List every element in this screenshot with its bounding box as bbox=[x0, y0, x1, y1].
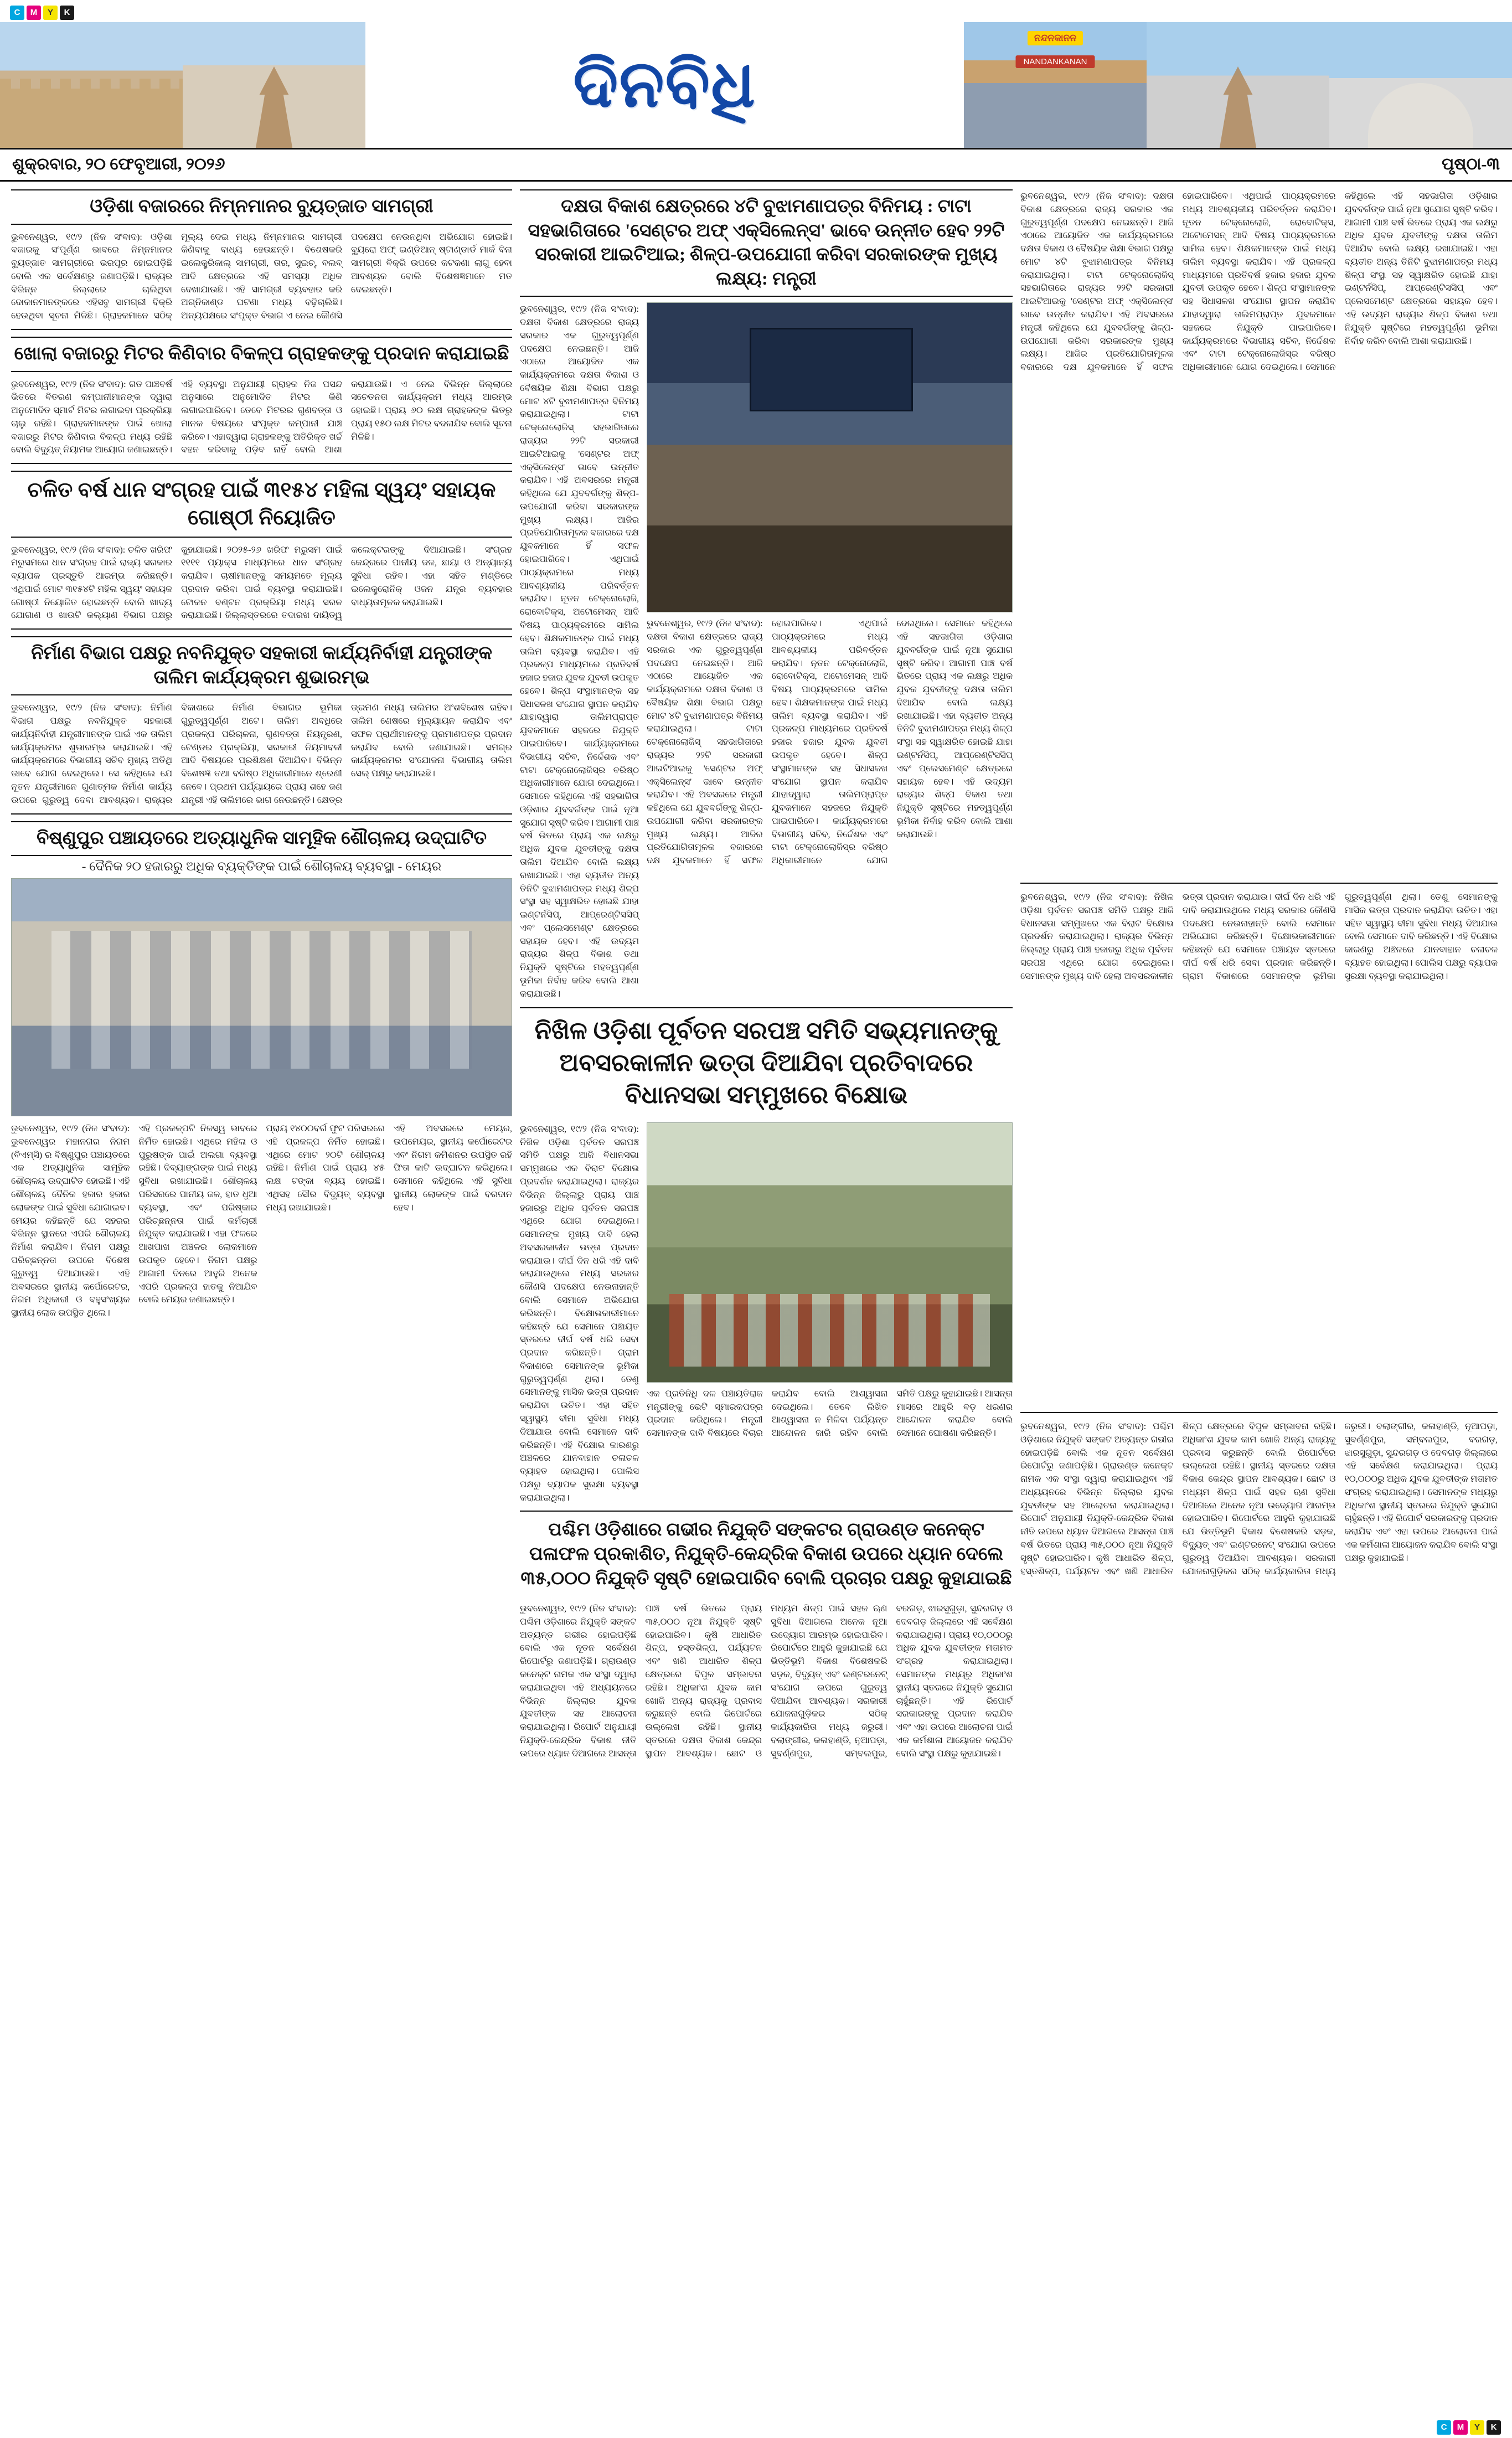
cmyk-chip-k-bottom: K bbox=[1487, 2420, 1501, 2435]
cmyk-chip-c-bottom: C bbox=[1437, 2420, 1451, 2435]
cmyk-chip-m: M bbox=[27, 6, 41, 20]
article-body-col3: ପ୍ରାୟ ୧୪୦୦ବର୍ଗ ଫୁଟ ପରିସରରେ ଏହି ପ୍ରକଳ୍ପ ନିର୍ମିତ ହୋଇଛି। ଏଥିରେ ମୋଟ ୨୦ଟି ଶୌଚାଳୟ ରହିଛି। ନିର୍ମାଣ ପାଇଁ ପ୍ରାୟ ୪୫ ଲକ୍ଷ ଟଙ୍କା ବ୍ୟୟ ହୋଇଛି। ଏଥିସହ ସୌର ବିଦ୍ୟୁତ୍ ବ୍ୟବସ୍ଥା ମଧ୍ୟ ରଖାଯାଇଛି। bbox=[266, 1123, 385, 1213]
article-engineer-training bbox=[11, 636, 512, 806]
cmyk-chip-y: Y bbox=[43, 6, 58, 20]
date-strip bbox=[0, 150, 1512, 182]
masthead-photo-stupa bbox=[1329, 22, 1512, 150]
article-toilet-inauguration bbox=[11, 821, 512, 1319]
article-headline: ଦକ୍ଷତା ବିକାଶ କ୍ଷେତ୍ରରେ ୪ଟି ବୁଝାମଣାପତ୍ର ବିନିମୟ : ଟାଟା ସହଭାଗିତାରେ 'ସେଣ୍ଟର ଅଫ୍ ଏକ୍ସିଲେନ୍ସ' ଭାବେ ଉନ୍ନୀତ ହେବ ୨୨ଟି ସରକାରୀ ଆଇଟିଆଇ; ଶିଳ୍ପ-ଉପଯୋଗୀ କରିବା ସରକାରଙ୍କ ମୁଖ୍ୟ ଲକ୍ଷ୍ୟ: ମନ୍ତ୍ରୀ bbox=[520, 189, 1013, 297]
section-divider bbox=[11, 813, 512, 815]
masthead bbox=[0, 22, 1512, 150]
fort-silhouette bbox=[0, 89, 183, 150]
article-open-market-meter bbox=[11, 337, 512, 456]
section-divider bbox=[520, 1007, 1013, 1008]
article-body-under-photo: ଭୁବନେଶ୍ୱର, ୧୯/୨ (ନିଜ ସଂବାଦ): ଦକ୍ଷତା ବିକାଶ କ୍ଷେତ୍ରରେ ରାଜ୍ୟ ସରକାର ଏକ ଗୁରୁତ୍ୱପୂର୍ଣ୍ଣ ପଦକ୍ଷେପ ନେଇଛନ୍ତି। ଆଜି ଏଠାରେ ଆୟୋଜିତ ଏକ କାର୍ଯ୍ୟକ୍ରମରେ ଦକ୍ଷତା ବିକାଶ ଓ ବୈଷୟିକ ଶିକ୍ଷା ବିଭାଗ ପକ୍ଷରୁ ମୋଟ ୪ଟି ବୁଝାମଣାପତ୍ର ବିନିମୟ କରାଯାଇଥିଲା। ଟାଟା ଟେକ୍ନୋଲୋଜିସ୍ ସହଭାଗିତାରେ ରାଜ୍ୟର ୨୨ଟି ସରକାରୀ ଆଇଟିଆଇକୁ 'ସେଣ୍ଟର ଅଫ୍ ଏକ୍ସିଲେନ୍ସ' ଭାବେ ଉନ୍ନୀତ କରାଯିବ। ଏହି ଅବସରରେ ମନ୍ତ୍ରୀ କହିଥିଲେ ଯେ ଯୁବବର୍ଗଙ୍କୁ ଶିଳ୍ପ-ଉପଯୋଗୀ କରିବା ସରକାରଙ୍କ ମୁଖ୍ୟ ଲକ୍ଷ୍ୟ। ଆଜିର ପ୍ରତିଯୋଗିତାମୂଳକ ବଜାରରେ ଦକ୍ଷ ଯୁବକମାନେ ହିଁ ସଫଳ ହୋଇପାରିବେ। ଏଥିପାଇଁ ପାଠ୍ୟକ୍ରମରେ ମଧ୍ୟ ଆବଶ୍ୟକୀୟ ପରିବର୍ତ୍ତନ କରାଯିବ। ନୂତନ ଟେକ୍ନୋଲୋଜି, ରୋବୋଟିକ୍ସ, ଅଟୋମେସନ୍ ଆଦି ବିଷୟ ପାଠ୍ୟକ୍ରମରେ ସାମିଲ ହେବ। ଶିକ୍ଷକମାନଙ୍କ ପାଇଁ ମଧ୍ୟ ତାଲିମ ବ୍ୟବସ୍ଥା କରାଯିବ। ଏହି ପ୍ରକଳ୍ପ ମାଧ୍ୟମରେ ପ୍ରତିବର୍ଷ ହଜାର ହଜାର ଯୁବକ ଯୁବତୀ ଉପକୃତ ହେବେ। ଶିଳ୍ପ ସଂସ୍ଥାମାନଙ୍କ ସହ ସିଧାସଳଖ ସଂଯୋଗ ସ୍ଥାପନ କରାଯିବ ଯାହାଦ୍ୱାରା ତାଲିମପ୍ରାପ୍ତ ଯୁବକମାନେ ସହଜରେ ନିଯୁକ୍ତି ପାଇପାରିବେ। କାର୍ଯ୍ୟକ୍ରମରେ ବିଭାଗୀୟ ସଚିବ, ନିର୍ଦ୍ଦେଶକ ଏବଂ ଟାଟା ଟେକ୍ନୋଲୋଜିସ୍‌ର ବରିଷ୍ଠ ଅଧିକାରୀମାନେ ଯୋଗ ଦେଇଥିଲେ। ସେମାନେ କହିଥିଲେ ଏହି ସହଭାଗିତା ଓଡ଼ିଶାର ଯୁବବର୍ଗଙ୍କ ପାଇଁ ନୂଆ ସୁଯୋଗ ସୃଷ୍ଟି କରିବ। ଆଗାମୀ ପାଞ୍ଚ ବର୍ଷ ଭିତରେ ପ୍ରାୟ ଏକ ଲକ୍ଷରୁ ଅଧିକ ଯୁବକ ଯୁବତୀଙ୍କୁ ଦକ୍ଷତା ତାଲିମ ଦିଆଯିବ ବୋଲି ଲକ୍ଷ୍ୟ ରଖାଯାଇଛି। ଏହା ବ୍ୟତୀତ ଅନ୍ୟ ତିନିଟି ବୁଝାମଣାପତ୍ର ମଧ୍ୟ ଶିଳ୍ପ ସଂସ୍ଥା ସହ ସ୍ୱାକ୍ଷରିତ ହୋଇଛି ଯାହା ଇଣ୍ଟର୍ନସିପ୍, ଆପ୍ରେଣ୍ଟିସସିପ୍ ଏବଂ ପ୍ଲେସମେଣ୍ଟ କ୍ଷେତ୍ରରେ ସହାୟକ ହେବ। ଏହି ଉଦ୍ୟମ ରାଜ୍ୟର ଶିଳ୍ପ ବିକାଶ ତଥା ନିଯୁକ୍ତି ସୃଷ୍ଟିରେ ମହତ୍ୱପୂର୍ଣ୍ଣ ଭୂମିକା ନିର୍ବାହ କରିବ ବୋଲି ଆଶା କରାଯାଉଛି। bbox=[647, 618, 1013, 866]
article-photo-conference bbox=[647, 302, 1013, 612]
article-body: ଭୁବନେଶ୍ୱର, ୧୯/୨ (ନିଜ ସଂବାଦ): ଗତ ପାଞ୍ଚବର୍ଷ ଭିତରେ ବିତରଣ କମ୍ପାନୀମାନଙ୍କ ଦ୍ୱାରା ଅନୁମୋଦିତ ସ୍ମାର୍ଟ ମିଟର ଲଗାଇବା ପ୍ରକ୍ରିୟା ଚାଲୁ ରହିଛି। ଗ୍ରାହକମାନଙ୍କ ପାଇଁ ଖୋଲା ବଜାରରୁ ମିଟର କିଣିବାର ବିକଳ୍ପ ମଧ୍ୟ ରହିଛି ବୋଲି ବିଦ୍ୟୁତ୍ ନିୟାମକ ଆୟୋଗ ଜଣାଇଛନ୍ତି। ଏହି ବ୍ୟବସ୍ଥା ଅନୁଯାୟୀ ଗ୍ରାହକ ନିଜ ପସନ୍ଦ ଅନୁସାରେ ଅନୁମୋଦିତ ମିଟର କିଣି ଲଗାଇପାରିବେ। ତେବେ ମିଟରର ଗୁଣବତ୍ତା ଓ ମାନକ ବିଷୟରେ ସଂପୃକ୍ତ କମ୍ପାନୀ ଯାଞ୍ଚ କରିବେ। ଏହାଦ୍ୱାରା ଗ୍ରାହକଙ୍କୁ ଅତିରିକ୍ତ ଖର୍ଚ୍ଚ ବହନ କରିବାକୁ ପଡ଼ିବ ନାହିଁ ବୋଲି ଆଶା କରାଯାଉଛି। ଏ ନେଇ ବିଭିନ୍ନ ଜିଲ୍ଲାରେ ସଚେତନତା କାର୍ଯ୍ୟକ୍ରମ ମଧ୍ୟ ଆରମ୍ଭ ହୋଇଛି। ପ୍ରାୟ ୬୦ ଲକ୍ଷ ଗ୍ରାହକଙ୍କ ଭିତରୁ ପ୍ରାୟ ୧୫୦ ଲକ୍ଷ ମିଟର ବଦଳାଯିବ ବୋଲି ସୂଚନା ମିଳିଛି। bbox=[11, 378, 512, 455]
publication-date: ଶୁକ୍ରବାର, ୨୦ ଫେବୃଆରୀ, ୨୦୨୬ bbox=[12, 154, 225, 173]
article-headline: ନିଖିଳ ଓଡ଼ିଶା ପୂର୍ବତନ ସରପଞ୍ଚ ସମିତି ସଭ୍ୟମାନଙ୍କୁ ଅବସରକାଳୀନ ଭତ୍ତା ଦିଆଯିବା ପ୍ରତିବାଦରେ ବିଧାନସଭା ସମ୍ମୁଖରେ ବିକ୍ଷୋଭ bbox=[534, 1017, 998, 1109]
column-left bbox=[11, 189, 512, 1962]
temple-silhouette bbox=[241, 66, 307, 150]
section-divider bbox=[11, 463, 512, 464]
column-middle bbox=[520, 189, 1013, 1962]
article-photo-protest bbox=[647, 1122, 1013, 1383]
section-divider bbox=[11, 628, 512, 630]
article-headline: ଓଡ଼ିଶା ବଜାରରେ ନିମ୍ନମାନର ବ୍ୟୁତ୍‌ଜାତ ସାମଗ୍ରୀ bbox=[11, 189, 512, 225]
cmyk-chip-c: C bbox=[10, 6, 24, 20]
article-subhead: - ଦୈନିକ ୨୦ ହଜାରରୁ ଅଧିକ ବ୍ୟକ୍ତିଙ୍କ ପାଇଁ ଶୌଚାଳୟ ବ୍ୟବସ୍ଥା - ମେୟର bbox=[81, 859, 442, 874]
article-body-col2: ଏହି ପ୍ରକଳ୍ପଟି ନିଜସ୍ୱ ଭାବରେ ନିର୍ମିତ ହୋଇଛି। ଏଥିରେ ମହିଳା ଓ ପୁରୁଷଙ୍କ ପାଇଁ ଅଲଗା ବ୍ୟବସ୍ଥା ରହିଛି। ଦିବ୍ୟାଙ୍ଗଙ୍କ ପାଇଁ ମଧ୍ୟ ସୁବିଧା ରଖାଯାଇଛି। ଶୌଚାଳୟ ପରିସରରେ ପାନୀୟ ଜଳ, ହାତ ଧୁଆ ବ୍ୟବସ୍ଥା, ଏବଂ ପରିଷ୍କାର ପରିଚ୍ଛନ୍ନତା ପାଇଁ କର୍ମଚାରୀ ନିଯୁକ୍ତ କରାଯାଇଛି। ଏହା ଫଳରେ ଆଖପାଖ ଅଞ୍ଚଳର ଲୋକମାନେ ଉପକୃତ ହେବେ। ନିଗମ ପକ୍ଷରୁ ଆଗାମୀ ଦିନରେ ଆହୁରି ଅନେକ ଏପରି ପ୍ରକଳ୍ପ ହାତକୁ ନିଆଯିବ ବୋଲି ମେୟର ଜଣାଇଛନ୍ତି। bbox=[138, 1123, 257, 1305]
article-headline: ନିର୍ମାଣ ବିଭାଗ ପକ୍ଷରୁ ନବନିଯୁକ୍ତ ସହକାରୀ କାର୍ଯ୍ୟନିର୍ବାହୀ ଯନ୍ତ୍ରୀଙ୍କ ତାଲିମ କାର୍ଯ୍ୟକ୍ରମ ଶୁଭାରମ୍ଭ bbox=[11, 636, 512, 695]
article-west-odisha-jobs-continuation bbox=[1020, 1420, 1498, 1962]
article-west-odisha-jobs bbox=[520, 1518, 1013, 1760]
temple-silhouette-2 bbox=[1205, 66, 1271, 150]
article-skill-development-mou bbox=[520, 189, 1013, 1001]
section-divider bbox=[1020, 1412, 1498, 1413]
article-sarpanch-protest-continuation bbox=[1020, 890, 1498, 1405]
article-body-left-leg: ଭୁବନେଶ୍ୱର, ୧୯/୨ (ନିଜ ସଂବାଦ): ନିଖିଳ ଓଡ଼ିଶା ପୂର୍ବତନ ସରପଞ୍ଚ ସମିତି ପକ୍ଷରୁ ଆଜି ବିଧାନସଭା ସମ୍ମୁଖରେ ଏକ ବିରାଟ ବିକ୍ଷୋଭ ପ୍ରଦର୍ଶନ କରାଯାଇଥିଲା। ରାଜ୍ୟର ବିଭିନ୍ନ ଜିଲ୍ଲାରୁ ପ୍ରାୟ ପାଞ୍ଚ ହଜାରରୁ ଅଧିକ ପୂର୍ବତନ ସରପଞ୍ଚ ଏଥିରେ ଯୋଗ ଦେଇଥିଲେ। ସେମାନଙ୍କ ମୁଖ୍ୟ ଦାବି ହେଲା ଅବସରକାଳୀନ ଭତ୍ତା ପ୍ରଦାନ କରାଯାଉ। ଦୀର୍ଘ ଦିନ ଧରି ଏହି ଦାବି କରାଯାଉଥିଲେ ମଧ୍ୟ ସରକାର କୌଣସି ପଦକ୍ଷେପ ନେଉନାହାନ୍ତି ବୋଲି ସେମାନେ ଅଭିଯୋଗ କରିଛନ୍ତି। ବିକ୍ଷୋଭକାରୀମାନେ କହିଛନ୍ତି ଯେ ସେମାନେ ପଞ୍ଚାୟତ ସ୍ତରରେ ଦୀର୍ଘ ବର୍ଷ ଧରି ସେବା ପ୍ରଦାନ କରିଛନ୍ତି। ଗ୍ରାମ ବିକାଶରେ ସେମାନଙ୍କ ଭୂମିକା ଗୁରୁତ୍ୱପୂର୍ଣ୍ଣ ଥିଲା। ତେଣୁ ସେମାନଙ୍କୁ ମାସିକ ଭତ୍ତା ପ୍ରଦାନ କରାଯିବା ଉଚିତ। ଏହା ସହିତ ସ୍ୱାସ୍ଥ୍ୟ ବୀମା ସୁବିଧା ମଧ୍ୟ ଦିଆଯାଉ ବୋଲି ସେମାନେ ଦାବି କରିଛନ୍ତି। ଏହି ବିକ୍ଷୋଭ କାରଣରୁ ଅଞ୍ଚଳରେ ଯାନବାହାନ ଚଳାଚଳ ବ୍ୟାହତ ହୋଇଥିଲା। ପୋଲିସ ପକ୍ଷରୁ ବ୍ୟାପକ ସୁରକ୍ଷା ବ୍ୟବସ୍ଥା କରାଯାଇଥିଲା। bbox=[520, 1123, 639, 1503]
article-body-col1: ଭୁବନେଶ୍ୱର, ୧୯/୨ (ନିଜ ସଂବାଦ): ଭୁବନେଶ୍ୱର ମହାନଗର ନିଗମ (ବିଏମ୍‌ସି) ର ବିଷ୍ଣୁପୁର ପଞ୍ଚାୟତରେ ଏକ ଅତ୍ୟାଧୁନିକ ସାମୂହିକ ଶୌଚାଳୟ ଉଦ୍‌ଘାଟିତ ହୋଇଛି। ଏହି ଶୌଚାଳୟ ଦୈନିକ ହଜାର ହଜାର ଲୋକଙ୍କ ପାଇଁ ସୁବିଧା ଯୋଗାଇବ। ମେୟର କହିଛନ୍ତି ଯେ ସହରର ବିଭିନ୍ନ ସ୍ଥାନରେ ଏପରି ଶୌଚାଳୟ ନିର୍ମାଣ କରାଯିବ। ନିଗମ ପକ୍ଷରୁ ପରିଚ୍ଛନ୍ନତା ଉପରେ ବିଶେଷ ଗୁରୁତ୍ୱ ଦିଆଯାଉଛି। ଏହି ଅବସରରେ ସ୍ଥାନୀୟ କର୍ପୋରେଟର, ନିଗମ ଅଧିକାରୀ ଓ ବହୁସଂଖ୍ୟକ ସ୍ଥାନୀୟ ଲୋକ ଉପସ୍ଥିତ ଥିଲେ। bbox=[11, 1123, 130, 1318]
cmyk-chip-k: K bbox=[60, 6, 74, 20]
page-number: ପୃଷ୍ଠା-୩ bbox=[1441, 154, 1500, 173]
cmyk-registration-marks-bottom bbox=[1437, 2420, 1501, 2435]
section-divider bbox=[520, 1511, 1013, 1512]
article-body-continued: ଭୁବନେଶ୍ୱର, ୧୯/୨ (ନିଜ ସଂବାଦ): ଦକ୍ଷତା ବିକାଶ କ୍ଷେତ୍ରରେ ରାଜ୍ୟ ସରକାର ଏକ ଗୁରୁତ୍ୱପୂର୍ଣ୍ଣ ପଦକ୍ଷେପ ନେଇଛନ୍ତି। ଆଜି ଏଠାରେ ଆୟୋଜିତ ଏକ କାର୍ଯ୍ୟକ୍ରମରେ ଦକ୍ଷତା ବିକାଶ ଓ ବୈଷୟିକ ଶିକ୍ଷା ବିଭାଗ ପକ୍ଷରୁ ମୋଟ ୪ଟି ବୁଝାମଣାପତ୍ର ବିନିମୟ କରାଯାଇଥିଲା। ଟାଟା ଟେକ୍ନୋଲୋଜିସ୍ ସହଭାଗିତାରେ ରାଜ୍ୟର ୨୨ଟି ସରକାରୀ ଆଇଟିଆଇକୁ 'ସେଣ୍ଟର ଅଫ୍ ଏକ୍ସିଲେନ୍ସ' ଭାବେ ଉନ୍ନୀତ କରାଯିବ। ଏହି ଅବସରରେ ମନ୍ତ୍ରୀ କହିଥିଲେ ଯେ ଯୁବବର୍ଗଙ୍କୁ ଶିଳ୍ପ-ଉପଯୋଗୀ କରିବା ସରକାରଙ୍କ ମୁଖ୍ୟ ଲକ୍ଷ୍ୟ। ଆଜିର ପ୍ରତିଯୋଗିତାମୂଳକ ବଜାରରେ ଦକ୍ଷ ଯୁବକମାନେ ହିଁ ସଫଳ ହୋଇପାରିବେ। ଏଥିପାଇଁ ପାଠ୍ୟକ୍ରମରେ ମଧ୍ୟ ଆବଶ୍ୟକୀୟ ପରିବର୍ତ୍ତନ କରାଯିବ। ନୂତନ ଟେକ୍ନୋଲୋଜି, ରୋବୋଟିକ୍ସ, ଅଟୋମେସନ୍ ଆଦି ବିଷୟ ପାଠ୍ୟକ୍ରମରେ ସାମିଲ ହେବ। ଶିକ୍ଷକମାନଙ୍କ ପାଇଁ ମଧ୍ୟ ତାଲିମ ବ୍ୟବସ୍ଥା କରାଯିବ। ଏହି ପ୍ରକଳ୍ପ ମାଧ୍ୟମରେ ପ୍ରତିବର୍ଷ ହଜାର ହଜାର ଯୁବକ ଯୁବତୀ ଉପକୃତ ହେବେ। ଶିଳ୍ପ ସଂସ୍ଥାମାନଙ୍କ ସହ ସିଧାସଳଖ ସଂଯୋଗ ସ୍ଥାପନ କରାଯିବ ଯାହାଦ୍ୱାରା ତାଲିମପ୍ରାପ୍ତ ଯୁବକମାନେ ସହଜରେ ନିଯୁକ୍ତି ପାଇପାରିବେ। କାର୍ଯ୍ୟକ୍ରମରେ ବିଭାଗୀୟ ସଚିବ, ନିର୍ଦ୍ଦେଶକ ଏବଂ ଟାଟା ଟେକ୍ନୋଲୋଜିସ୍‌ର ବରିଷ୍ଠ ଅଧିକାରୀମାନେ ଯୋଗ ଦେଇଥିଲେ। ସେମାନେ କହିଥିଲେ ଏହି ସହଭାଗିତା ଓଡ଼ିଶାର ଯୁବବର୍ଗଙ୍କ ପାଇଁ ନୂଆ ସୁଯୋଗ ସୃଷ୍ଟି କରିବ। ଆଗାମୀ ପାଞ୍ଚ ବର୍ଷ ଭିତରେ ପ୍ରାୟ ଏକ ଲକ୍ଷରୁ ଅଧିକ ଯୁବକ ଯୁବତୀଙ୍କୁ ଦକ୍ଷତା ତାଲିମ ଦିଆଯିବ ବୋଲି ଲକ୍ଷ୍ୟ ରଖାଯାଇଛି। ଏହା ବ୍ୟତୀତ ଅନ୍ୟ ତିନିଟି ବୁଝାମଣାପତ୍ର ମଧ୍ୟ ଶିଳ୍ପ ସଂସ୍ଥା ସହ ସ୍ୱାକ୍ଷରିତ ହୋଇଛି ଯାହା ଇଣ୍ଟର୍ନସିପ୍, ଆପ୍ରେଣ୍ଟିସସିପ୍ ଏବଂ ପ୍ଲେସମେଣ୍ଟ କ୍ଷେତ୍ରରେ ସହାୟକ ହେବ। ଏହି ଉଦ୍ୟମ ରାଜ୍ୟର ଶିଳ୍ପ ବିକାଶ ତଥା ନିଯୁକ୍ତି ସୃଷ୍ଟିରେ ମହତ୍ୱପୂର୍ଣ୍ଣ ଭୂମିକା ନିର୍ବାହ କରିବ ବୋଲି ଆଶା କରାଯାଉଛି। bbox=[1020, 190, 1498, 373]
stupa-silhouette bbox=[1368, 83, 1473, 150]
article-body-left-leg: ଭୁବନେଶ୍ୱର, ୧୯/୨ (ନିଜ ସଂବାଦ): ଦକ୍ଷତା ବିକାଶ କ୍ଷେତ୍ରରେ ରାଜ୍ୟ ସରକାର ଏକ ଗୁରୁତ୍ୱପୂର୍ଣ୍ଣ ପଦକ୍ଷେପ ନେଇଛନ୍ତି। ଆଜି ଏଠାରେ ଆୟୋଜିତ ଏକ କାର୍ଯ୍ୟକ୍ରମରେ ଦକ୍ଷତା ବିକାଶ ଓ ବୈଷୟିକ ଶିକ୍ଷା ବିଭାଗ ପକ୍ଷରୁ ମୋଟ ୪ଟି ବୁଝାମଣାପତ୍ର ବିନିମୟ କରାଯାଇଥିଲା। ଟାଟା ଟେକ୍ନୋଲୋଜିସ୍ ସହଭାଗିତାରେ ରାଜ୍ୟର ୨୨ଟି ସରକାରୀ ଆଇଟିଆଇକୁ 'ସେଣ୍ଟର ଅଫ୍ ଏକ୍ସିଲେନ୍ସ' ଭାବେ ଉନ୍ନୀତ କରାଯିବ। ଏହି ଅବସରରେ ମନ୍ତ୍ରୀ କହିଥିଲେ ଯେ ଯୁବବର୍ଗଙ୍କୁ ଶିଳ୍ପ-ଉପଯୋଗୀ କରିବା ସରକାରଙ୍କ ମୁଖ୍ୟ ଲକ୍ଷ୍ୟ। ଆଜିର ପ୍ରତିଯୋଗିତାମୂଳକ ବଜାରରେ ଦକ୍ଷ ଯୁବକମାନେ ହିଁ ସଫଳ ହୋଇପାରିବେ। ଏଥିପାଇଁ ପାଠ୍ୟକ୍ରମରେ ମଧ୍ୟ ଆବଶ୍ୟକୀୟ ପରିବର୍ତ୍ତନ କରାଯିବ। ନୂତନ ଟେକ୍ନୋଲୋଜି, ରୋବୋଟିକ୍ସ, ଅଟୋମେସନ୍ ଆଦି ବିଷୟ ପାଠ୍ୟକ୍ରମରେ ସାମିଲ ହେବ। ଶିକ୍ଷକମାନଙ୍କ ପାଇଁ ମଧ୍ୟ ତାଲିମ ବ୍ୟବସ୍ଥା କରାଯିବ। ଏହି ପ୍ରକଳ୍ପ ମାଧ୍ୟମରେ ପ୍ରତିବର୍ଷ ହଜାର ହଜାର ଯୁବକ ଯୁବତୀ ଉପକୃତ ହେବେ। ଶିଳ୍ପ ସଂସ୍ଥାମାନଙ୍କ ସହ ସିଧାସଳଖ ସଂଯୋଗ ସ୍ଥାପନ କରାଯିବ ଯାହାଦ୍ୱାରା ତାଲିମପ୍ରାପ୍ତ ଯୁବକମାନେ ସହଜରେ ନିଯୁକ୍ତି ପାଇପାରିବେ। କାର୍ଯ୍ୟକ୍ରମରେ ବିଭାଗୀୟ ସଚିବ, ନିର୍ଦ୍ଦେଶକ ଏବଂ ଟାଟା ଟେକ୍ନୋଲୋଜିସ୍‌ର ବରିଷ୍ଠ ଅଧିକାରୀମାନେ ଯୋଗ ଦେଇଥିଲେ। ସେମାନେ କହିଥିଲେ ଏହି ସହଭାଗିତା ଓଡ଼ିଶାର ଯୁବବର୍ଗଙ୍କ ପାଇଁ ନୂଆ ସୁଯୋଗ ସୃଷ୍ଟି କରିବ। ଆଗାମୀ ପାଞ୍ଚ ବର୍ଷ ଭିତରେ ପ୍ରାୟ ଏକ ଲକ୍ଷରୁ ଅଧିକ ଯୁବକ ଯୁବତୀଙ୍କୁ ଦକ୍ଷତା ତାଲିମ ଦିଆଯିବ ବୋଲି ଲକ୍ଷ୍ୟ ରଖାଯାଇଛି। ଏହା ବ୍ୟତୀତ ଅନ୍ୟ ତିନିଟି ବୁଝାମଣାପତ୍ର ମଧ୍ୟ ଶିଳ୍ପ ସଂସ୍ଥା ସହ ସ୍ୱାକ୍ଷରିତ ହୋଇଛି ଯାହା ଇଣ୍ଟର୍ନସିପ୍, ଆପ୍ରେଣ୍ଟିସସିପ୍ ଏବଂ ପ୍ଲେସମେଣ୍ଟ କ୍ଷେତ୍ରରେ ସହାୟକ ହେବ। ଏହି ଉଦ୍ୟମ ରାଜ୍ୟର ଶିଳ୍ପ ବିକାଶ ତଥା ନିଯୁକ୍ତି ସୃଷ୍ଟିରେ ମହତ୍ୱପୂର୍ଣ୍ଣ ଭୂମିକା ନିର୍ବାହ କରିବ ବୋଲି ଆଶା କରାଯାଉଛି। bbox=[520, 303, 639, 999]
section-divider bbox=[11, 329, 512, 330]
article-body-col4: ଏହି ଅବସରରେ ମେୟର, ଉପମେୟର, ସ୍ଥାନୀୟ କର୍ପୋରେଟର ଏବଂ ନିଗମ କମିଶନର ଉପସ୍ଥିତ ରହି ଫିତା କାଟି ଉଦ୍‌ଘାଟନ କରିଥିଲେ। ସେମାନେ କହିଥିଲେ ଏହି ସୁବିଧା ସ୍ଥାନୀୟ ଲୋକଙ୍କ ପାଇଁ ବରଦାନ ହେବ। bbox=[393, 1123, 512, 1213]
newspaper-title: ଦିନବିଧି bbox=[573, 48, 756, 121]
masthead-photo-temple-right bbox=[1147, 22, 1329, 150]
article-body: ଭୁବନେଶ୍ୱର, ୧୯/୨ (ନିଜ ସଂବାଦ): ଓଡ଼ିଶା ବଜାରକୁ ସଂପୂର୍ଣ୍ଣ ଭାବରେ ନିମ୍ନମାନର ବ୍ୟୁତ୍‌ଜାତ ସାମଗ୍ରୀରେ ଭରପୂର ହୋଇପଡ଼ିଛି ବୋଲି ଏକ ସର୍ବେକ୍ଷଣରୁ ଜଣାପଡ଼ିଛି। ରାଜ୍ୟର ବିଭିନ୍ନ ଜିଲ୍ଲାରେ ଚାଲିଥିବା ଦୋକାନମାନଙ୍କରେ ଏହିସବୁ ସାମଗ୍ରୀ ବିକ୍ରି ହେଉଥିବା ସୂଚନା ମିଳିଛି। ଗ୍ରାହକମାନେ ସଠିକ୍ ମୂଲ୍ୟ ଦେଇ ମଧ୍ୟ ନିମ୍ନମାନର ସାମଗ୍ରୀ କିଣିବାକୁ ବାଧ୍ୟ ହେଉଛନ୍ତି। ବିଶେଷକରି ଇଲେକ୍ଟ୍ରିକାଲ୍ ସାମଗ୍ରୀ, ତାର, ସୁଇଚ୍, ବଲବ୍ ଆଦି କ୍ଷେତ୍ରରେ ଏହି ସମସ୍ୟା ଅଧିକ ଦେଖାଯାଉଛି। ଏହି ସାମଗ୍ରୀ ବ୍ୟବହାର କରି ଅଗ୍ନିକାଣ୍ଡ ଘଟଣା ମଧ୍ୟ ବଢ଼ିଚାଲିଛି। ଅନ୍ୟପକ୍ଷରେ ସଂପୃକ୍ତ ବିଭାଗ ଏ ନେଇ କୌଣସି ପଦକ୍ଷେପ ନେଉନଥିବା ଅଭିଯୋଗ ହୋଇଛି। ବ୍ୟୁରୋ ଅଫ୍ ଇଣ୍ଡିଆନ୍ ଷ୍ଟାଣ୍ଡାର୍ଡ ମାର୍କ ବିନା ସାମଗ୍ରୀ ବିକ୍ରି ଉପରେ କଟକଣା ଲାଗୁ ହେବା ଆବଶ୍ୟକ ବୋଲି ବିଶେଷଜ୍ଞମାନେ ମତ ଦେଇଛନ୍ତି। bbox=[11, 231, 512, 321]
article-sarpanch-protest bbox=[520, 1015, 1013, 1504]
page-content bbox=[0, 182, 1512, 1962]
article-body-under-photo: ଏକ ପ୍ରତିନିଧି ଦଳ ପଞ୍ଚାୟତିରାଜ ମନ୍ତ୍ରୀଙ୍କୁ ଭେଟି ସ୍ମାରକପତ୍ର ପ୍ରଦାନ କରିଥିଲେ। ମନ୍ତ୍ରୀ ସେମାନଙ୍କ ଦାବି ବିଷୟରେ ବିଚାର କରାଯିବ ବୋଲି ଆଶ୍ୱାସନା ଦେଇଥିଲେ। ତେବେ ଲିଖିତ ଆଶ୍ୱାସନା ନ ମିଳିବା ପର୍ଯ୍ୟନ୍ତ ଆନ୍ଦୋଳନ ଜାରି ରହିବ ବୋଲି ସମିତି ପକ୍ଷରୁ କୁହାଯାଇଛି। ଆସନ୍ତା ମାସରେ ଆହୁରି ବଡ଼ ଧରଣର ଆନ୍ଦୋଳନ କରାଯିବ ବୋଲି ସେମାନେ ଘୋଷଣା କରିଛନ୍ତି। bbox=[647, 1388, 1013, 1439]
masthead-photo-nandankanan bbox=[964, 22, 1147, 150]
mall-building bbox=[964, 83, 1147, 150]
article-body: ଭୁବନେଶ୍ୱର, ୧୯/୨ (ନିଜ ସଂବାଦ): ପଶ୍ଚିମ ଓଡ଼ିଶାରେ ନିଯୁକ୍ତି ସଙ୍କଟ ଅତ୍ୟନ୍ତ ଗଭୀର ହୋଇପଡ଼ିଛି ବୋଲି ଏକ ନୂତନ ସର୍ବେକ୍ଷଣ ରିପୋର୍ଟରୁ ଜଣାପଡ଼ିଛି। ଗ୍ରାଉଣ୍ଡ କନେକ୍ଟ ନାମକ ଏକ ସଂସ୍ଥା ଦ୍ୱାରା କରାଯାଇଥିବା ଏହି ଅଧ୍ୟୟନରେ ବିଭିନ୍ନ ଜିଲ୍ଲାର ଯୁବକ ଯୁବତୀଙ୍କ ସହ ଆଲୋଚନା କରାଯାଇଥିଲା। ରିପୋର୍ଟ ଅନୁଯାୟୀ ନିଯୁକ୍ତି-କେନ୍ଦ୍ରିକ ବିକାଶ ନୀତି ଉପରେ ଧ୍ୟାନ ଦିଆଗଲେ ଆସନ୍ତା ପାଞ୍ଚ ବର୍ଷ ଭିତରେ ପ୍ରାୟ ୩୫,୦୦୦ ନୂଆ ନିଯୁକ୍ତି ସୃଷ୍ଟି ହୋଇପାରିବ। କୃଷି ଆଧାରିତ ଶିଳ୍ପ, ହସ୍ତଶିଳ୍ପ, ପର୍ଯ୍ୟଟନ ଏବଂ ଖଣି ଆଧାରିତ ଶିଳ୍ପ କ୍ଷେତ୍ରରେ ବିପୁଳ ସମ୍ଭାବନା ରହିଛି। ଅଧିକାଂଶ ଯୁବକ କାମ ଖୋଜି ଅନ୍ୟ ରାଜ୍ୟକୁ ପ୍ରବାସ କରୁଛନ୍ତି ବୋଲି ରିପୋର୍ଟରେ ଉଲ୍ଲେଖ ରହିଛି। ସ୍ଥାନୀୟ ସ୍ତରରେ ଦକ୍ଷତା ବିକାଶ କେନ୍ଦ୍ର ସ୍ଥାପନ ଆବଶ୍ୟକ। ଛୋଟ ଓ ମଧ୍ୟମ ଶିଳ୍ପ ପାଇଁ ସହଜ ଋଣ ସୁବିଧା ଦିଆଗଲେ ଅନେକ ନୂଆ ଉଦ୍ୟୋଗ ଆରମ୍ଭ ହୋଇପାରିବ। ରିପୋର୍ଟରେ ଆହୁରି କୁହାଯାଇଛି ଯେ ଭିତ୍ତିଭୂମି ବିକାଶ ବିଶେଷକରି ସଡ଼କ, ବିଦ୍ୟୁତ୍ ଏବଂ ଇଣ୍ଟରନେଟ୍ ସଂଯୋଗ ଉପରେ ଗୁରୁତ୍ୱ ଦିଆଯିବା ଆବଶ୍ୟକ। ସରକାରୀ ଯୋଜନାଗୁଡ଼ିକର ସଠିକ୍ କାର୍ଯ୍ୟକାରିତା ମଧ୍ୟ ଜରୁରୀ। ବଲାଙ୍ଗୀର, କଳାହାଣ୍ଡି, ନୂଆପଡ଼ା, ସୁବର୍ଣ୍ଣପୁର, ସମ୍ବଲପୁର, ବରଗଡ଼, ଝାରସୁଗୁଡ଼ା, ସୁନ୍ଦରଗଡ଼ ଓ ଦେବଗଡ଼ ଜିଲ୍ଲାରେ ଏହି ସର୍ବେକ୍ଷଣ କରାଯାଇଥିଲା। ପ୍ରାୟ ୧୦,୦୦୦ରୁ ଅଧିକ ଯୁବକ ଯୁବତୀଙ୍କ ମତାମତ ସଂଗ୍ରହ କରାଯାଇଥିଲା। ସେମାନଙ୍କ ମଧ୍ୟରୁ ଅଧିକାଂଶ ସ୍ଥାନୀୟ ସ୍ତରରେ ନିଯୁକ୍ତି ସୁଯୋଗ ଚାହୁଁଛନ୍ତି। ଏହି ରିପୋର୍ଟ ସରକାରଙ୍କୁ ପ୍ରଦାନ କରାଯିବ ଏବଂ ଏହା ଉପରେ ଆଲୋଚନା ପାଇଁ ଏକ କର୍ମଶାଳା ଆୟୋଜନ କରାଯିବ ବୋଲି ସଂସ୍ଥା ପକ୍ଷରୁ କୁହାଯାଇଛି। bbox=[520, 1603, 1013, 1759]
mall-sign-english: NANDANKANAN bbox=[1015, 55, 1095, 68]
article-headline: ବିଷ୍ଣୁପୁର ପଞ୍ଚାୟତରେ ଅତ୍ୟାଧୁନିକ ସାମୂହିକ ଶୌଚାଳୟ ଉଦ୍‌ଘାଟିତ bbox=[11, 821, 512, 857]
masthead-title-block bbox=[365, 22, 964, 148]
article-skill-development-continuation bbox=[1020, 189, 1498, 876]
article-photo-inauguration bbox=[11, 878, 512, 1116]
article-body-continued: ଭୁବନେଶ୍ୱର, ୧୯/୨ (ନିଜ ସଂବାଦ): ନିଖିଳ ଓଡ଼ିଶା ପୂର୍ବତନ ସରପଞ୍ଚ ସମିତି ପକ୍ଷରୁ ଆଜି ବିଧାନସଭା ସମ୍ମୁଖରେ ଏକ ବିରାଟ ବିକ୍ଷୋଭ ପ୍ରଦର୍ଶନ କରାଯାଇଥିଲା। ରାଜ୍ୟର ବିଭିନ୍ନ ଜିଲ୍ଲାରୁ ପ୍ରାୟ ପାଞ୍ଚ ହଜାରରୁ ଅଧିକ ପୂର୍ବତନ ସରପଞ୍ଚ ଏଥିରେ ଯୋଗ ଦେଇଥିଲେ। ସେମାନଙ୍କ ମୁଖ୍ୟ ଦାବି ହେଲା ଅବସରକାଳୀନ ଭତ୍ତା ପ୍ରଦାନ କରାଯାଉ। ଦୀର୍ଘ ଦିନ ଧରି ଏହି ଦାବି କରାଯାଉଥିଲେ ମଧ୍ୟ ସରକାର କୌଣସି ପଦକ୍ଷେପ ନେଉନାହାନ୍ତି ବୋଲି ସେମାନେ ଅଭିଯୋଗ କରିଛନ୍ତି। ବିକ୍ଷୋଭକାରୀମାନେ କହିଛନ୍ତି ଯେ ସେମାନେ ପଞ୍ଚାୟତ ସ୍ତରରେ ଦୀର୍ଘ ବର୍ଷ ଧରି ସେବା ପ୍ରଦାନ କରିଛନ୍ତି। ଗ୍ରାମ ବିକାଶରେ ସେମାନଙ୍କ ଭୂମିକା ଗୁରୁତ୍ୱପୂର୍ଣ୍ଣ ଥିଲା। ତେଣୁ ସେମାନଙ୍କୁ ମାସିକ ଭତ୍ତା ପ୍ରଦାନ କରାଯିବା ଉଚିତ। ଏହା ସହିତ ସ୍ୱାସ୍ଥ୍ୟ ବୀମା ସୁବିଧା ମଧ୍ୟ ଦିଆଯାଉ ବୋଲି ସେମାନେ ଦାବି କରିଛନ୍ତି। ଏହି ବିକ୍ଷୋଭ କାରଣରୁ ଅଞ୍ଚଳରେ ଯାନବାହାନ ଚଳାଚଳ ବ୍ୟାହତ ହୋଇଥିଲା। ପୋଲିସ ପକ୍ଷରୁ ବ୍ୟାପକ ସୁରକ୍ଷା ବ୍ୟବସ୍ଥା କରାଯାଇଥିଲା। bbox=[1020, 891, 1498, 981]
article-body: ଭୁବନେଶ୍ୱର, ୧୯/୨ (ନିଜ ସଂବାଦ): ଚଳିତ ଖରିଫ ମରୁସମରେ ଧାନ ସଂଗ୍ରହ ପାଇଁ ରାଜ୍ୟ ସରକାର ବ୍ୟାପକ ପ୍ରସ୍ତୁତି ଆରମ୍ଭ କରିଛନ୍ତି। ଏଥିପାଇଁ ମୋଟ ୩୧୫୪ଟି ମହିଳା ସ୍ୱୟଂ ସହାୟକ ଗୋଷ୍ଠୀ ନିୟୋଜିତ ହୋଇଛନ୍ତି ବୋଲି ଖାଦ୍ୟ ଯୋଗାଣ ଓ ଖାଉଟି କଲ୍ୟାଣ ବିଭାଗ ପକ୍ଷରୁ କୁହାଯାଇଛି। ୨୦୨୫-୨୬ ଖରିଫ ମରୁସମ ପାଇଁ ୧୧୧୧ ପ୍ୟାକ୍ସ ମାଧ୍ୟମରେ ଧାନ ସଂଗ୍ରହ କରାଯିବ। ଚାଷୀମାନଙ୍କୁ ସମୟମତେ ମୂଲ୍ୟ ପ୍ରଦାନ କରିବା ପାଇଁ ବ୍ୟବସ୍ଥା କରାଯାଇଛି। ଟୋକନ ବଣ୍ଟନ ପ୍ରକ୍ରିୟା ମଧ୍ୟ ସରଳ କରାଯାଇଛି। ଜିଲ୍ଲାସ୍ତରରେ ତଦାରଖ ଦାୟିତ୍ୱ କଲେକ୍ଟରଙ୍କୁ ଦିଆଯାଇଛି। ସଂଗ୍ରହ କେନ୍ଦ୍ରରେ ପାନୀୟ ଜଳ, ଛାୟା ଓ ଅନ୍ୟାନ୍ୟ ସୁବିଧା ରହିବ। ଏହା ସହିତ ମଣ୍ଡିରେ ଇଲେକ୍ଟ୍ରୋନିକ୍ ଓଜନ ଯନ୍ତ୍ର ବ୍ୟବହାର ବାଧ୍ୟତାମୂଳକ କରାଯାଇଛି। bbox=[11, 544, 512, 621]
mall-sign-odia: ନନ୍ଦନକାନନ bbox=[1028, 31, 1083, 45]
article-electrical-goods bbox=[11, 189, 512, 322]
column-right bbox=[1020, 189, 1498, 1962]
article-headline: ଖୋଲା ବଜାରରୁ ମିଟର କିଣିବାର ବିକଳ୍ପ ଗ୍ରାହକଙ୍କୁ ପ୍ରଦାନ କରାଯାଇଛି bbox=[11, 337, 512, 372]
article-headline: ପଶ୍ଚିମ ଓଡ଼ିଶାରେ ଗଭୀର ନିଯୁକ୍ତି ସଙ୍କଟର ଗ୍ରାଉଣ୍ଡ କନେକ୍ଟ ପଳାଫଳ ପ୍ରକାଶିତ, ନିଯୁକ୍ତି-କେନ୍ଦ୍ରିକ ବିକାଶ ଉପରେ ଧ୍ୟାନ ଦେଲେ ୩୫,୦୦୦ ନିଯୁକ୍ତି ସୃଷ୍ଟି ହୋଇପାରିବ ବୋଲି ପ୍ରଚାର ପକ୍ଷରୁ କୁହାଯାଇଛି bbox=[520, 1520, 1012, 1589]
article-headline: ଚଳିତ ବର୍ଷ ଧାନ ସଂଗ୍ରହ ପାଇଁ ୩୧୫୪ ମହିଳା ସ୍ୱୟଂ ସହାୟକ ଗୋଷ୍ଠୀ ନିୟୋଜିତ bbox=[11, 471, 512, 537]
masthead-photo-temple-left bbox=[183, 22, 365, 150]
cmyk-chip-m-bottom: M bbox=[1453, 2420, 1468, 2435]
section-divider bbox=[1020, 883, 1498, 884]
cmyk-chip-y-bottom: Y bbox=[1470, 2420, 1484, 2435]
article-body-continued: ଭୁବନେଶ୍ୱର, ୧୯/୨ (ନିଜ ସଂବାଦ): ପଶ୍ଚିମ ଓଡ଼ିଶାରେ ନିଯୁକ୍ତି ସଙ୍କଟ ଅତ୍ୟନ୍ତ ଗଭୀର ହୋଇପଡ଼ିଛି ବୋଲି ଏକ ନୂତନ ସର୍ବେକ୍ଷଣ ରିପୋର୍ଟରୁ ଜଣାପଡ଼ିଛି। ଗ୍ରାଉଣ୍ଡ କନେକ୍ଟ ନାମକ ଏକ ସଂସ୍ଥା ଦ୍ୱାରା କରାଯାଇଥିବା ଏହି ଅଧ୍ୟୟନରେ ବିଭିନ୍ନ ଜିଲ୍ଲାର ଯୁବକ ଯୁବତୀଙ୍କ ସହ ଆଲୋଚନା କରାଯାଇଥିଲା। ରିପୋର୍ଟ ଅନୁଯାୟୀ ନିଯୁକ୍ତି-କେନ୍ଦ୍ରିକ ବିକାଶ ନୀତି ଉପରେ ଧ୍ୟାନ ଦିଆଗଲେ ଆସନ୍ତା ପାଞ୍ଚ ବର୍ଷ ଭିତରେ ପ୍ରାୟ ୩୫,୦୦୦ ନୂଆ ନିଯୁକ୍ତି ସୃଷ୍ଟି ହୋଇପାରିବ। କୃଷି ଆଧାରିତ ଶିଳ୍ପ, ହସ୍ତଶିଳ୍ପ, ପର୍ଯ୍ୟଟନ ଏବଂ ଖଣି ଆଧାରିତ ଶିଳ୍ପ କ୍ଷେତ୍ରରେ ବିପୁଳ ସମ୍ଭାବନା ରହିଛି। ଅଧିକାଂଶ ଯୁବକ କାମ ଖୋଜି ଅନ୍ୟ ରାଜ୍ୟକୁ ପ୍ରବାସ କରୁଛନ୍ତି ବୋଲି ରିପୋର୍ଟରେ ଉଲ୍ଲେଖ ରହିଛି। ସ୍ଥାନୀୟ ସ୍ତରରେ ଦକ୍ଷତା ବିକାଶ କେନ୍ଦ୍ର ସ୍ଥାପନ ଆବଶ୍ୟକ। ଛୋଟ ଓ ମଧ୍ୟମ ଶିଳ୍ପ ପାଇଁ ସହଜ ଋଣ ସୁବିଧା ଦିଆଗଲେ ଅନେକ ନୂଆ ଉଦ୍ୟୋଗ ଆରମ୍ଭ ହୋଇପାରିବ। ରିପୋର୍ଟରେ ଆହୁରି କୁହାଯାଇଛି ଯେ ଭିତ୍ତିଭୂମି ବିକାଶ ବିଶେଷକରି ସଡ଼କ, ବିଦ୍ୟୁତ୍ ଏବଂ ଇଣ୍ଟରନେଟ୍ ସଂଯୋଗ ଉପରେ ଗୁରୁତ୍ୱ ଦିଆଯିବା ଆବଶ୍ୟକ। ସରକାରୀ ଯୋଜନାଗୁଡ଼ିକର ସଠିକ୍ କାର୍ଯ୍ୟକାରିତା ମଧ୍ୟ ଜରୁରୀ। ବଲାଙ୍ଗୀର, କଳାହାଣ୍ଡି, ନୂଆପଡ଼ା, ସୁବର୍ଣ୍ଣପୁର, ସମ୍ବଲପୁର, ବରଗଡ଼, ଝାରସୁଗୁଡ଼ା, ସୁନ୍ଦରଗଡ଼ ଓ ଦେବଗଡ଼ ଜିଲ୍ଲାରେ ଏହି ସର୍ବେକ୍ଷଣ କରାଯାଇଥିଲା। ପ୍ରାୟ ୧୦,୦୦୦ରୁ ଅଧିକ ଯୁବକ ଯୁବତୀଙ୍କ ମତାମତ ସଂଗ୍ରହ କରାଯାଇଥିଲା। ସେମାନଙ୍କ ମଧ୍ୟରୁ ଅଧିକାଂଶ ସ୍ଥାନୀୟ ସ୍ତରରେ ନିଯୁକ୍ତି ସୁଯୋଗ ଚାହୁଁଛନ୍ତି। ଏହି ରିପୋର୍ଟ ସରକାରଙ୍କୁ ପ୍ରଦାନ କରାଯିବ ଏବଂ ଏହା ଉପରେ ଆଲୋଚନା ପାଇଁ ଏକ କର୍ମଶାଳା ଆୟୋଜନ କରାଯିବ ବୋଲି ସଂସ୍ଥା ପକ୍ଷରୁ କୁହାଯାଇଛି। bbox=[1020, 1421, 1498, 1576]
article-paddy-procurement bbox=[11, 471, 512, 622]
masthead-photo-fort bbox=[0, 22, 183, 150]
article-body: ଭୁବନେଶ୍ୱର, ୧୯/୨ (ନିଜ ସଂବାଦ): ନିର୍ମାଣ ବିଭାଗ ପକ୍ଷରୁ ନବନିଯୁକ୍ତ ସହକାରୀ କାର୍ଯ୍ୟନିର୍ବାହୀ ଯନ୍ତ୍ରୀମାନଙ୍କ ପାଇଁ ଏକ ତାଲିମ କାର୍ଯ୍ୟକ୍ରମର ଶୁଭାରମ୍ଭ କରାଯାଇଛି। ଏହି କାର୍ଯ୍ୟକ୍ରମରେ ବିଭାଗୀୟ ସଚିବ ମୁଖ୍ୟ ଅତିଥି ଭାବେ ଯୋଗ ଦେଇଥିଲେ। ସେ କହିଥିଲେ ଯେ ନୂତନ ଯନ୍ତ୍ରୀମାନେ ଗୁଣାତ୍ମକ ନିର୍ମାଣ କାର୍ଯ୍ୟ ଉପରେ ଗୁରୁତ୍ୱ ଦେବା ଆବଶ୍ୟକ। ରାଜ୍ୟର ବିକାଶରେ ନିର୍ମାଣ ବିଭାଗର ଭୂମିକା ଗୁରୁତ୍ୱପୂର୍ଣ୍ଣ ଅଟେ। ତାଲିମ ଅବଧିରେ ପ୍ରକଳ୍ପ ପରିଚାଳନା, ଗୁଣବତ୍ତା ନିୟନ୍ତ୍ରଣ, ଟେଣ୍ଡର ପ୍ରକ୍ରିୟା, ସରକାରୀ ନିୟମାବଳୀ ଆଦି ବିଷୟରେ ପ୍ରଶିକ୍ଷଣ ଦିଆଯିବ। ବିଭିନ୍ନ ବିଶେଷଜ୍ଞ ତଥା ବରିଷ୍ଠ ଅଧିକାରୀମାନେ ଶ୍ରେଣୀ ନେବେ। ପ୍ରଥମ ପର୍ଯ୍ୟାୟରେ ପ୍ରାୟ ଶହେ ଜଣ ଯନ୍ତ୍ରୀ ଏହି ତାଲିମରେ ଭାଗ ନେଉଛନ୍ତି। କ୍ଷେତ୍ର ଭ୍ରମଣ ମଧ୍ୟ ତାଲିମର ଅଂଶବିଶେଷ ରହିବ। ତାଲିମ ଶେଷରେ ମୂଲ୍ୟାୟନ କରାଯିବ ଏବଂ ସଫଳ ପ୍ରାର୍ଥୀମାନଙ୍କୁ ପ୍ରମାଣପତ୍ର ପ୍ରଦାନ କରାଯିବ ବୋଲି ଜଣାଯାଇଛି। ସମଗ୍ର କାର୍ଯ୍ୟକ୍ରମର ସଂଯୋଜନା ବିଭାଗୀୟ ତାଲିମ ସେଲ୍ ପକ୍ଷରୁ କରାଯାଇଛି। bbox=[11, 702, 512, 805]
cmyk-registration-marks-top bbox=[0, 0, 1512, 22]
